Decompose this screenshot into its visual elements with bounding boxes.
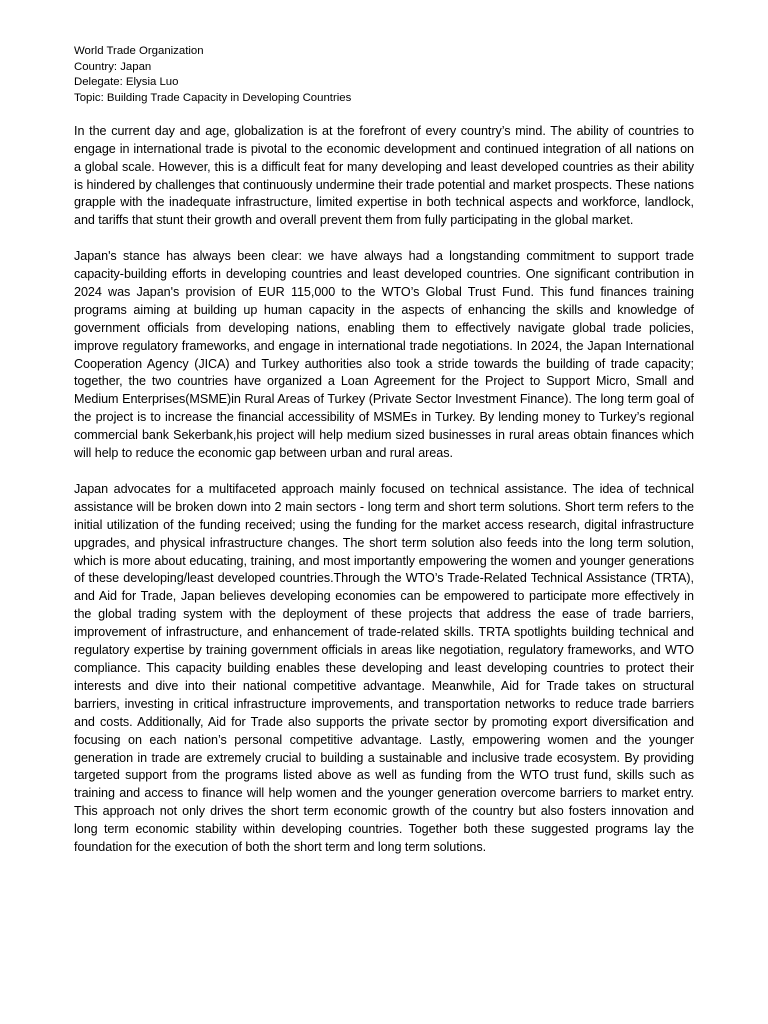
paragraph-solutions: Japan advocates for a multifaceted approach mainly focused on technical assistance. The idea of technical assistance will be broken down into 2 main sectors - long term and short term solutions. Short term refers to the initial utilization of the funding received; using the funding for the market access research, digital infrastructure upgrades, and physical infrastructure changes. The short term solution also feeds into the long term solution, which is more about educating, training, and most importantly empowering the women and younger generations of these developing/least developed countries.Through the WTO’s Trade-Related Technical Assistance (TRTA), and Aid for Trade, Japan believes developing economies can be empowered to participate more effectively in the global trading system with the deployment of these projects that address the ease of trade barriers, improvement of infrastructure, and enhancement of trade-related skills. TRTA spotlights building technical and regulatory expertise by training government officials in areas like negotiation, regulatory frameworks, and WTO compliance. This capacity building enables these developing and least developing countries to protect their interests and dive into their national competitive advantage. Meanwhile, Aid for Trade takes on structural barriers, investing in critical infrastructure improvements, and transportation networks to reduce trade barriers and costs. Additionally, Aid for Trade also supports the private sector by promoting export diversification and focusing on each nation’s personal competitive advantage. Lastly, empowering women and the younger generation in trade are extremely crucial to building a sustainable and inclusive trade ecosystem. By providing targeted support from the programs listed above as well as funding from the WTO trust fund, skills such as training and access to finance will help women and the younger generation overcome barriers to market entry. This approach not only drives the short term economic growth of the country but also fosters innovation and long term economic stability within developing countries. Together both these suggested programs lay the foundation for the execution of both the short term and long term solutions.	[74, 481, 694, 855]
paragraph-introduction: In the current day and age, globalization is at the forefront of every country’s mind. The ability of countries to engage in international trade is pivotal to the economic development and continued integration of all nations on a global scale. However, this is a difficult feat for many developing and least developed countries as their ability is hindered by challenges that continuously undermine their trade potential and market prospects. These nations grapple with the inadequate infrastructure, limited expertise in both technical aspects and workforce, landlock, and tariffs that stunt their growth and overall prevent them from fully participating in the global market.	[74, 123, 694, 228]
document-body	[74, 123, 694, 857]
delegate-line: Delegate: Elysia Luo	[74, 76, 179, 89]
document-page	[74, 44, 694, 875]
committee-line: World Trade Organization	[74, 45, 204, 57]
topic-line: Topic: Building Trade Capacity in Developing Countries	[74, 92, 352, 105]
country-line: Country: Japan	[74, 60, 152, 73]
paragraph-japan-stance: Japan's stance has always been clear: we have always had a longstanding commitment to support trade capacity-building efforts in developing countries and least developed countries. One significant contribution in 2024 was Japan's provision of EUR 115,000 to the WTO’s Global Trust Fund. This fund finances training programs aiming at building up human capacity in the aspects of enhancing the skills and knowledge of government officials from developing nations, enabling them to effectively navigate global trade policies, improve regulatory frameworks, and engage in international trade negotiations. In 2024, the Japan International Cooperation Agency (JICA) and Turkey authorities also took a stride towards the building of trade capacity; together, the two countries have organized a Loan Agreement for the Project to Support Micro, Small and Medium Enterprises(MSME)in Rural Areas of Turkey (Private Sector Investment Finance). The long term goal of the project is to increase the financial accessibility of MSMEs in Turkey. By lending money to Turkey’s regional commercial bank Sekerbank,his project will help medium sized businesses in rural areas obtain finances which will help to reduce the economic gap between urban and rural areas.	[74, 249, 694, 461]
document-header	[74, 44, 694, 107]
